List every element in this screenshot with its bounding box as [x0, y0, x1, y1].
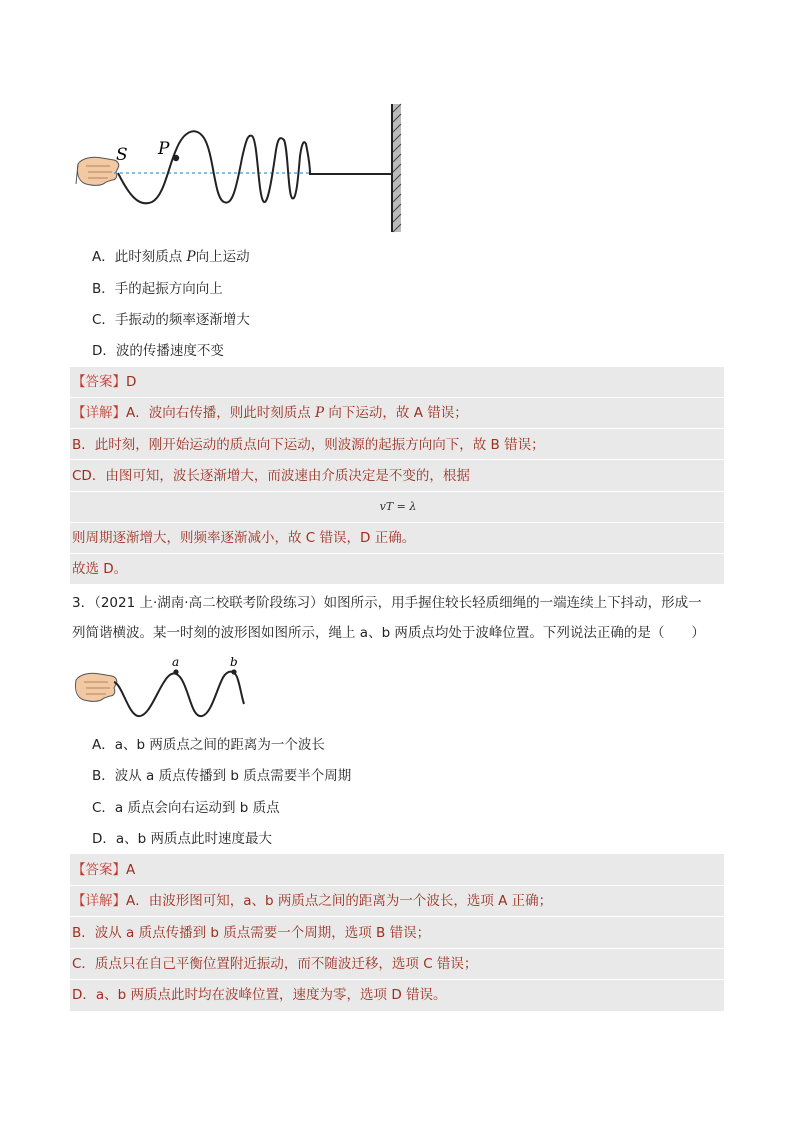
- q2-option-d: D．波的传播速度不变: [92, 343, 224, 359]
- q3-stem-line-2: 列简谐横波。某一时刻的波形图如图所示，绳上 a、b 两质点均处于波峰位置。下列说法正确的是（ ）: [72, 625, 705, 641]
- label-b: b: [230, 655, 238, 669]
- q3-detail-3: C．质点只在自己平衡位置附近振动，而不随波迁移，选项 C 错误；: [72, 956, 478, 972]
- label-p: P: [158, 139, 170, 159]
- q2-answer: 【答案】D: [72, 374, 137, 390]
- q2-formula: vT = λ: [379, 500, 417, 513]
- q3-detail-4: D．a、b 两质点此时均在波峰位置，速度为零，选项 D 错误。: [72, 987, 447, 1003]
- q3-detail-1: 【详解】A．由波形图可知，a、b 两质点之间的距离为一个波长，选项 A 正确；: [72, 893, 553, 909]
- wave-figure-1: [72, 98, 412, 238]
- hand-icon: [76, 157, 119, 185]
- label-a: a: [172, 655, 180, 669]
- wall: [392, 104, 401, 232]
- point-a-marker: [173, 669, 178, 674]
- point-b-marker: [231, 669, 236, 674]
- rope-wave-2: [114, 672, 244, 716]
- q3-stem-line-1: 3．（2021 上·湖南·高二校联考阶段练习）如图所示，用手握住较长轻质细绳的一端连续上下抖动，形成一: [72, 595, 702, 611]
- q2-detail-4: 则周期逐渐增大，则频率逐渐减小，故 C 错误，D 正确。: [72, 530, 416, 546]
- q2-option-b: B．手的起振方向向上: [92, 281, 223, 297]
- q2-detail-1: 【详解】A．波向右传播，则此时刻质点 P 向下运动，故 A 错误；: [72, 405, 468, 421]
- q3-option-c: C．a 质点会向右运动到 b 质点: [92, 800, 280, 816]
- q2-detail-5: 故选 D。: [72, 561, 128, 577]
- hand-icon: [75, 673, 116, 701]
- label-s: S: [116, 145, 128, 165]
- q2-detail-2: B．此时刻，刚开始运动的质点向下运动，则波源的起振方向向下，故 B 错误；: [72, 437, 545, 453]
- q3-answer: 【答案】A: [72, 862, 136, 878]
- q3-option-b: B．波从 a 质点传播到 b 质点需要半个周期: [92, 768, 352, 784]
- q2-option-c: C．手振动的频率逐渐增大: [92, 312, 250, 328]
- point-p-marker: [173, 155, 179, 161]
- q3-detail-2: B．波从 a 质点传播到 b 质点需要一个周期，选项 B 错误；: [72, 925, 431, 941]
- wave-figure-2: [72, 654, 252, 726]
- q2-option-a: A．此时刻质点 P向上运动: [92, 249, 250, 265]
- q2-detail-3: CD．由图可知，波长逐渐增大，而波速由介质决定是不变的，根据: [72, 468, 470, 484]
- q3-option-d: D．a、b 两质点此时速度最大: [92, 831, 273, 847]
- q3-option-a: A．a、b 两质点之间的距离为一个波长: [92, 737, 325, 753]
